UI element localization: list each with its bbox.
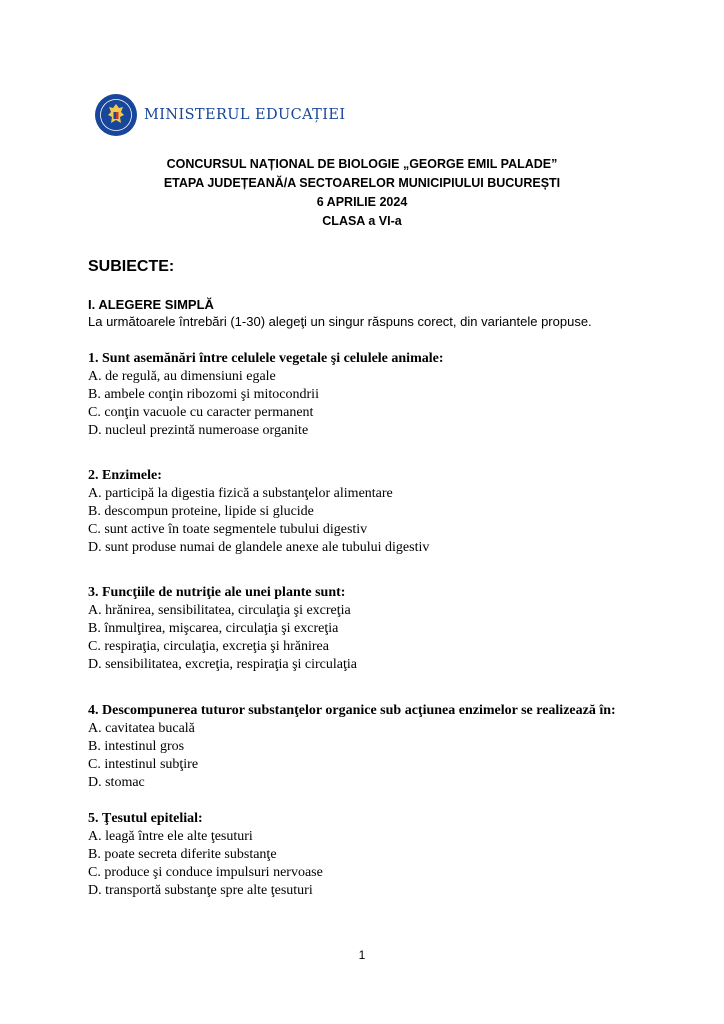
answer-option: B. înmulţirea, mişcarea, circulaţia şi excreţia [88,621,339,636]
header-line-1: CONCURSUL NAȚIONAL DE BIOLOGIE „GEORGE EMIL PALADE” [166,157,558,171]
answer-option: C. intestinul subţire [88,757,199,772]
answer-option: B. descompun proteine, lipide si glucide [88,504,314,519]
question-block [88,810,688,900]
subjects-heading: SUBIECTE: [88,258,175,275]
answer-option: B. intestinul gros [88,739,185,754]
answer-option: A. de regulă, au dimensiuni egale [88,369,276,384]
answer-option: C. sunt active în toate segmentele tubului digestiv [88,522,368,537]
answer-option: D. stomac [88,775,145,790]
answer-option: A. leagă între ele alte ţesuturi [88,829,253,844]
page-number: 1 [358,948,366,962]
question-text: 2. Enzimele: [88,468,162,483]
answer-option: A. participă la digestia fizică a substanţelor alimentare [88,486,393,501]
section-title: I. ALEGERE SIMPLĂ [88,297,214,312]
question-text: 4. Descompunerea tuturor substanţelor organice sub acţiunea enzimelor se realizează în: [88,703,616,718]
answer-option: D. sensibilitatea, excreţia, respiraţia şi circulaţia [88,657,357,672]
ministry-name: MINISTERUL EDUCAȚIEI [144,107,346,123]
question-text: 5. Ţesutul epitelial: [88,811,203,826]
answer-option: D. transportă substanţe spre alte ţesuturi [88,883,313,898]
answer-option: D. sunt produse numai de glandele anexe ale tubului digestiv [88,540,430,555]
answer-option: D. nucleul prezintă numeroase organite [88,423,309,438]
answer-option: A. hrănirea, sensibilitatea, circulaţia şi excreţia [88,603,351,618]
romanian-government-seal-icon [94,93,138,137]
section-instruction: La următoarele întrebări (1-30) alegeţi un singur răspuns corect, din variantele propuse. [88,314,592,329]
question-text: 1. Sunt asemănări între celulele vegetale şi celulele animale: [88,351,444,366]
answer-option: C. respiraţia, circulaţia, excreţia şi hrănirea [88,639,329,654]
answer-option: B. ambele conţin ribozomi şi mitocondrii [88,387,319,402]
answer-option: B. poate secreta diferite substanţe [88,847,277,862]
ministry-logo [94,92,345,138]
header-line-2: ETAPA JUDEȚEANĂ/A SECTOARELOR MUNICIPIULUI BUCUREȘTI [163,176,561,190]
question-block [88,467,688,557]
question-block [88,584,688,674]
answer-option: C. produce şi conduce impulsuri nervoase [88,865,323,880]
question-text: 3. Funcţiile de nutriţie ale unei plante sunt: [88,585,346,600]
contest-header [0,155,724,231]
header-line-3: 6 APRILIE 2024 [316,195,408,209]
answer-option: C. conţin vacuole cu caracter permanent [88,405,314,420]
question-block [88,350,688,440]
answer-option: A. cavitatea bucală [88,721,195,736]
header-line-4: CLASA a VI-a [322,214,402,228]
question-block [88,702,688,792]
